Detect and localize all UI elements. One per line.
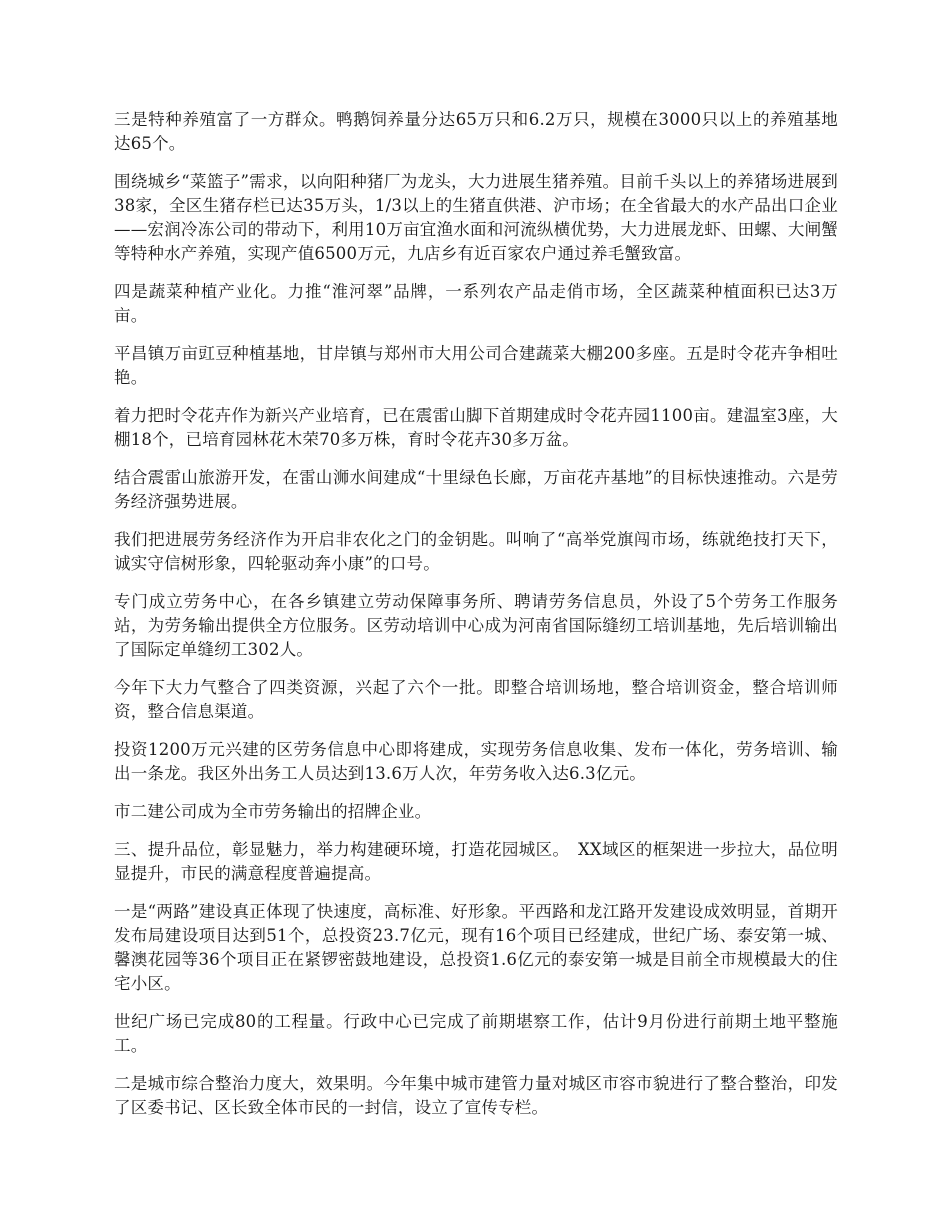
paragraph-3: 四是蔬菜种植产业化。力推“淮河翠”品牌，一系列农产品走俏市场，全区蔬菜种植面积已达3万亩。: [114, 282, 838, 325]
paragraph-2: 围绕城乡“菜篮子”需求，以向阳种猪厂为龙头，大力进展生猪养殖。目前千头以上的养猪场进展到38家，全区生猪存栏已达35万头，1/3以上的生猪直供港、沪市场；在全省最大的水产品出口企业——宏润冷冻公司的带动下，利用10万亩宜渔水面和河流纵横优势，大力进展龙虾、田螺、大闸蟹等特种水产养殖，实现产值6500万元，九店乡有近百家农户通过养毛蟹致富。: [114, 172, 838, 263]
paragraph-10: 投资1200万元兴建的区劳务信息中心即将建成，实现劳务信息收集、发布一体化，劳务培训、输出一条龙。我区外出务工人员达到13.6万人次，年劳务收入达6.3亿元。: [114, 740, 838, 783]
paragraph-14: 世纪广场已完成80的工程量。行政中心已完成了前期堪察工作，估计9月份进行前期土地平整施工。: [114, 1012, 838, 1055]
paragraph-9: 今年下大力气整合了四类资源，兴起了六个一批。即整合培训场地，整合培训资金，整合培训师资，整合信息渠道。: [114, 678, 838, 721]
paragraph-4: 平昌镇万亩豇豆种植基地，甘岸镇与郑州市大用公司合建蔬菜大棚200多座。五是时令花卉争相吐艳。: [114, 344, 838, 387]
paragraph-15: 二是城市综合整治力度大，效果明。今年集中城市建管力量对城区市容市貌进行了整合整治，印发了区委书记、区长致全体市民的一封信，设立了宣传专栏。: [114, 1074, 838, 1117]
paragraph-1: 三是特种养殖富了一方群众。鸭鹅饲养量分达65万只和6.2万只，规模在3000只以上的养殖基地达65个。: [114, 110, 838, 153]
paragraph-7: 我们把进展劳务经济作为开启非农化之门的金钥匙。叫响了“高举党旗闯市场，练就绝技打天下，诚实守信树形象，四轮驱动奔小康”的口号。: [114, 530, 838, 573]
paragraph-12: 三、提升品位，彰显魅力，举力构建硬环境，打造花园城区。 XX域区的框架进一步拉大，品位明显提升，市民的满意程度普遍提高。: [114, 840, 838, 883]
paragraph-8: 专门成立劳务中心，在各乡镇建立劳动保障事务所、聘请劳务信息员，外设了5个劳务工作服务站，为劳务输出提供全方位服务。区劳动培训中心成为河南省国际缝纫工培训基地，先后培训输出了国际定单缝纫工302人。: [114, 592, 838, 659]
paragraph-5: 着力把时令花卉作为新兴产业培育，已在震雷山脚下首期建成时令花卉园1100亩。建温室3座，大棚18个，已培育园林花木荣70多万株，育时令花卉30多万盆。: [114, 406, 838, 449]
paragraph-13: 一是“两路”建设真正体现了快速度，高标准、好形象。平西路和龙江路开发建设成效明显，首期开发布局建设项目达到51个，总投资23.7亿元，现有16个项目已经建成，世纪广场、泰安第一城、馨澳花园等36个项目正在紧锣密鼓地建设，总投资1.6亿元的泰安第一城是目前全市规模最大的住宅小区。: [114, 902, 838, 993]
paragraph-6: 结合震雷山旅游开发，在雷山浉水间建成“十里绿色长廊，万亩花卉基地”的目标快速推动。六是劳务经济强势进展。: [114, 468, 838, 511]
paragraph-11: 市二建公司成为全市劳务输出的招牌企业。: [114, 802, 432, 821]
document-body: [114, 108, 838, 1134]
